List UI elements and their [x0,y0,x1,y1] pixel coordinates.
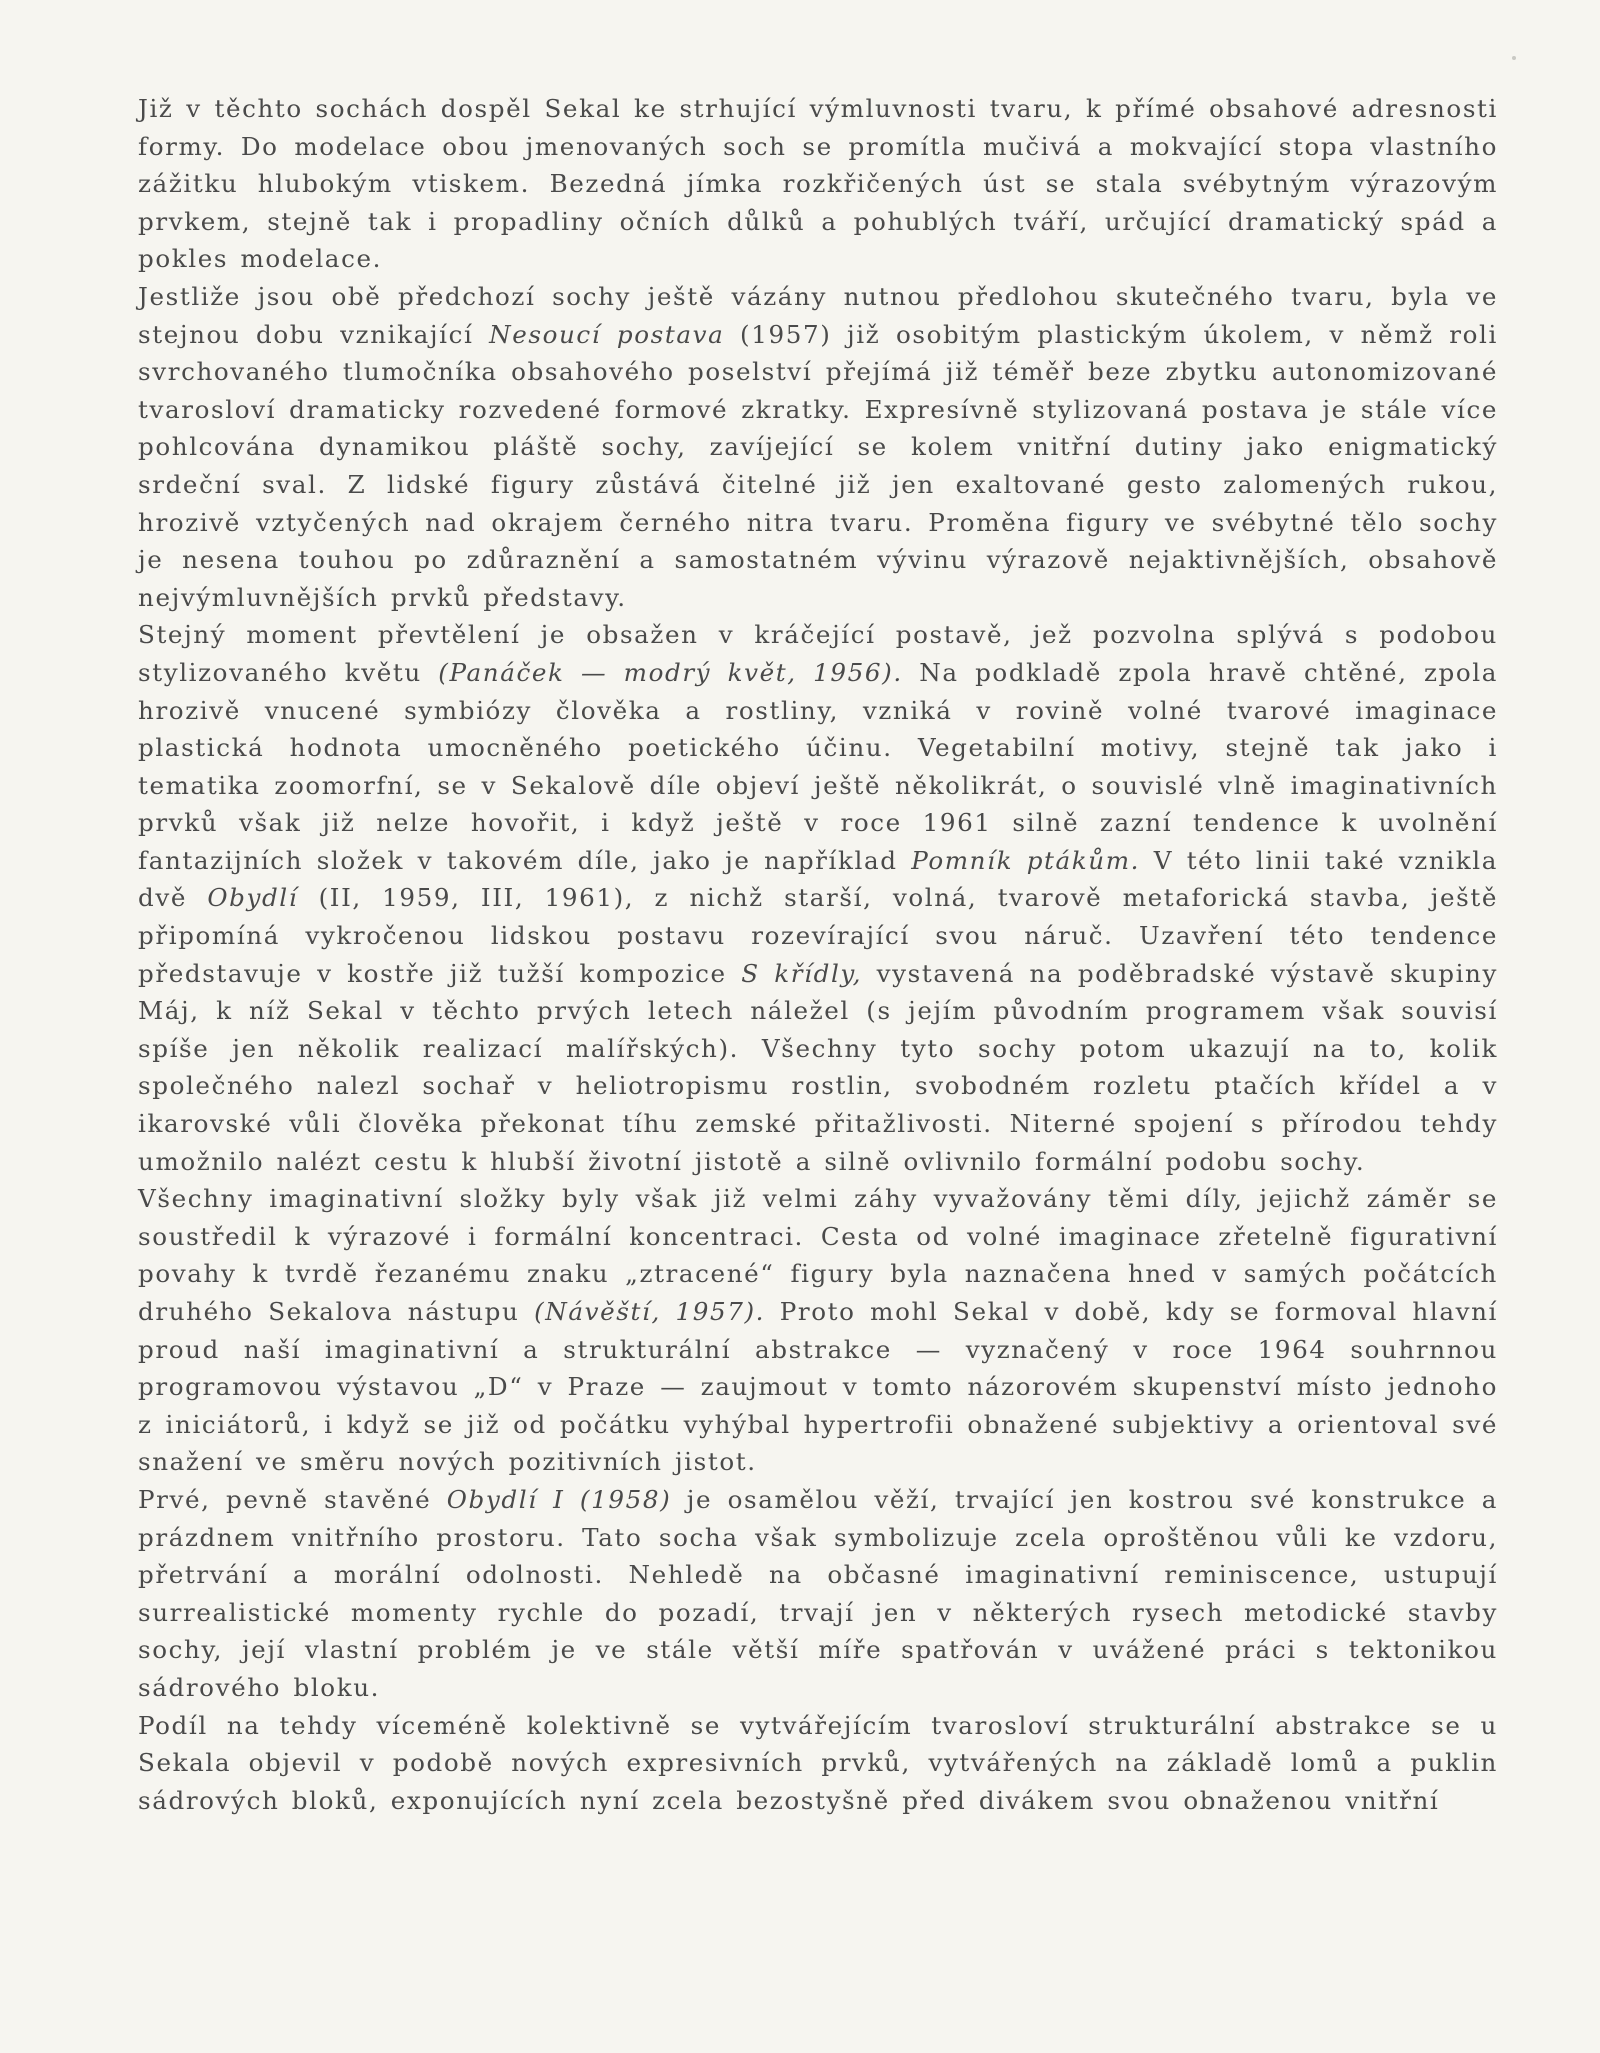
paragraph-1 [138,90,1498,278]
text-run: Proto mohl Sekal v době, kdy se formoval hlavní proud naší imaginativní a strukturální abstrakce — vyznačený v roce 1964 souhrnnou programovou výstavou „D“ v Praze — zaujmout v tomto názorovém skupenství místo jednoho z iniciátorů, i když se již od počátku vyhýbal hypertrofii obnažené subjektivy a orientoval své snažení ve směru nových pozitivních jistot. [138,1297,1498,1477]
text-run: Podíl na tehdy víceméně kolektivně se vytvářejícím tvarosloví strukturální abstrakce se u Sekala objevil v podobě nových expresivních prvků, vytvářených na základě lomů a puklin sádrových bloků, exponujících nyní zcela bezostyšně před divákem svou obnaženou vnitřní [138,1710,1498,1815]
text-run: V této linii také vznikla dvě [138,845,1498,913]
artwork-title: (Návěští, 1957). [534,1297,766,1326]
artwork-title: S křídly, [741,958,863,988]
text-run: Již v těchto sochách dospěl Sekal ke strhující výmluvnosti tvaru, k přímé obsahové adresnosti formy. Do modelace obou jmenovaných soch se promítla mučivá a mokvající stopa vlastního zážitku hlubokým vtiskem. Bezedná jímka rozkřičených úst se stala svébytným výrazovým prvkem, stejně tak i propadliny očních důlků a pohublých tváří, určující dramatický spád a pokles modelace. [138,94,1498,274]
text-run: Všechny imaginativní složky byly však již velmi záhy vyvažovány těmi díly, jejichž záměr se soustředil k výrazové i formální koncentraci. Cesta od volné imaginace zřetelně figurativní povahy k tvrdě řezanému znaku „ztracené“ figury byla naznačena hned v samých počátcích druhého Sekalova nástupu [138,1184,1498,1326]
text-run: (1957) již osobitým plastickým úkolem, v němž roli svrchovaného tlumočníka obsahového poselství přejímá již téměř beze zbytku autonomizované tvarosloví dramaticky rozvedené formové zkratky. Expresívně stylizovaná postava je stále více pohlcována dynamikou pláště sochy, zavíjející se kolem vnitřní dutiny jako enigmatický srdeční sval. Z lidské figury zůstává čitelné již jen exaltované gesto zalomených rukou, hrozivě vztyčených nad okrajem černého nitra tvaru. Proměna figury ve svébytné tělo sochy je nesena touhou po zdůraznění a samostatném vývinu výrazově nejaktivnějších, obsahově nejvýmluvnějších prvků představy. [138,319,1498,612]
body-text [138,90,1498,1819]
text-run: Stejný moment převtělení je obsažen v kráčející postavě, jež pozvolna splývá s podobou stylizovaného květu [138,620,1498,687]
text-run: Prvé, pevně stavěné [138,1484,447,1514]
paragraph-5 [138,1481,1498,1707]
text-run: je osamělou věží, trvající jen kostrou své konstrukce a prázdnem vnitřního prostoru. Tato socha však symbolizuje zcela oproštěnou vůli ke vzdoru, přetrvání a morální odolnosti. Nehledě na občasné imaginativní reminiscence, ustupují surrealistické momenty rychle do pozadí, trvají jen v některých rysech metodické stavby sochy, její vlastní problém je ve stále větší míře spatřován v uvážené práci s tektonikou sádrového bloku. [138,1484,1499,1702]
text-run: Na podkladě zpola hravě chtěné, zpola hrozivě vnucené symbiózy člověka a rostliny, vzniká v rovině volné tvarové imaginace plastická hodnota umocněného poetického účinu. Vegetabilní motivy, stejně tak jako i tematika zoomorfní, se v Sekalově díle objeví ještě několikrát, o souvislé vlně imaginativních prvků však již nelze hovořit, i když ještě v roce 1961 silně zazní tendence k uvolnění fantazijních složek v takovém díle, jako je například [138,657,1498,875]
artwork-title: (Panáček — modrý květ, 1956). [438,657,903,687]
paragraph-3 [138,616,1498,1180]
text-run: vystavená na poděbradské výstavě skupiny Máj, k níž Sekal v těchto prvých letech náležel (s jejím původním programem však souvisí spíše jen několik realizací malířských). Všechny tyto sochy potom ukazují na to, kolik společného nalezl sochař v heliotropismu rostlin, svobodném rozletu ptačích křídel a v ikarovské vůli člověka překonat tíhu zemské přitažlivosti. Niterné spojení s přírodou tehdy umožnilo nalézt cestu k hlubší životní jistotě a silně ovlivnilo formální podobu sochy. [138,958,1498,1176]
artwork-title: Obydlí I (1958) [446,1484,672,1514]
artwork-title: Nesoucí postava [489,319,725,349]
paragraph-2 [138,278,1498,616]
artwork-title: Pomník ptákům. [911,845,1141,875]
artwork-title: Obydlí [207,883,299,913]
text-run: (II, 1959, III, 1961), z nichž starší, volná, tvarově metaforická stavba, ještě připomíná vykročenou lidskou postavu rozevírající svou náruč. Uzavření této tendence představuje v kostře již tužší kompozice [138,883,1498,988]
page-mark-dot [1512,56,1516,60]
paragraph-6 [138,1707,1498,1820]
paragraph-4 [138,1180,1498,1481]
text-run: Jestliže jsou obě předchozí sochy ještě vázány nutnou předlohou skutečného tvaru, byla ve stejnou dobu vznikající [138,281,1498,349]
